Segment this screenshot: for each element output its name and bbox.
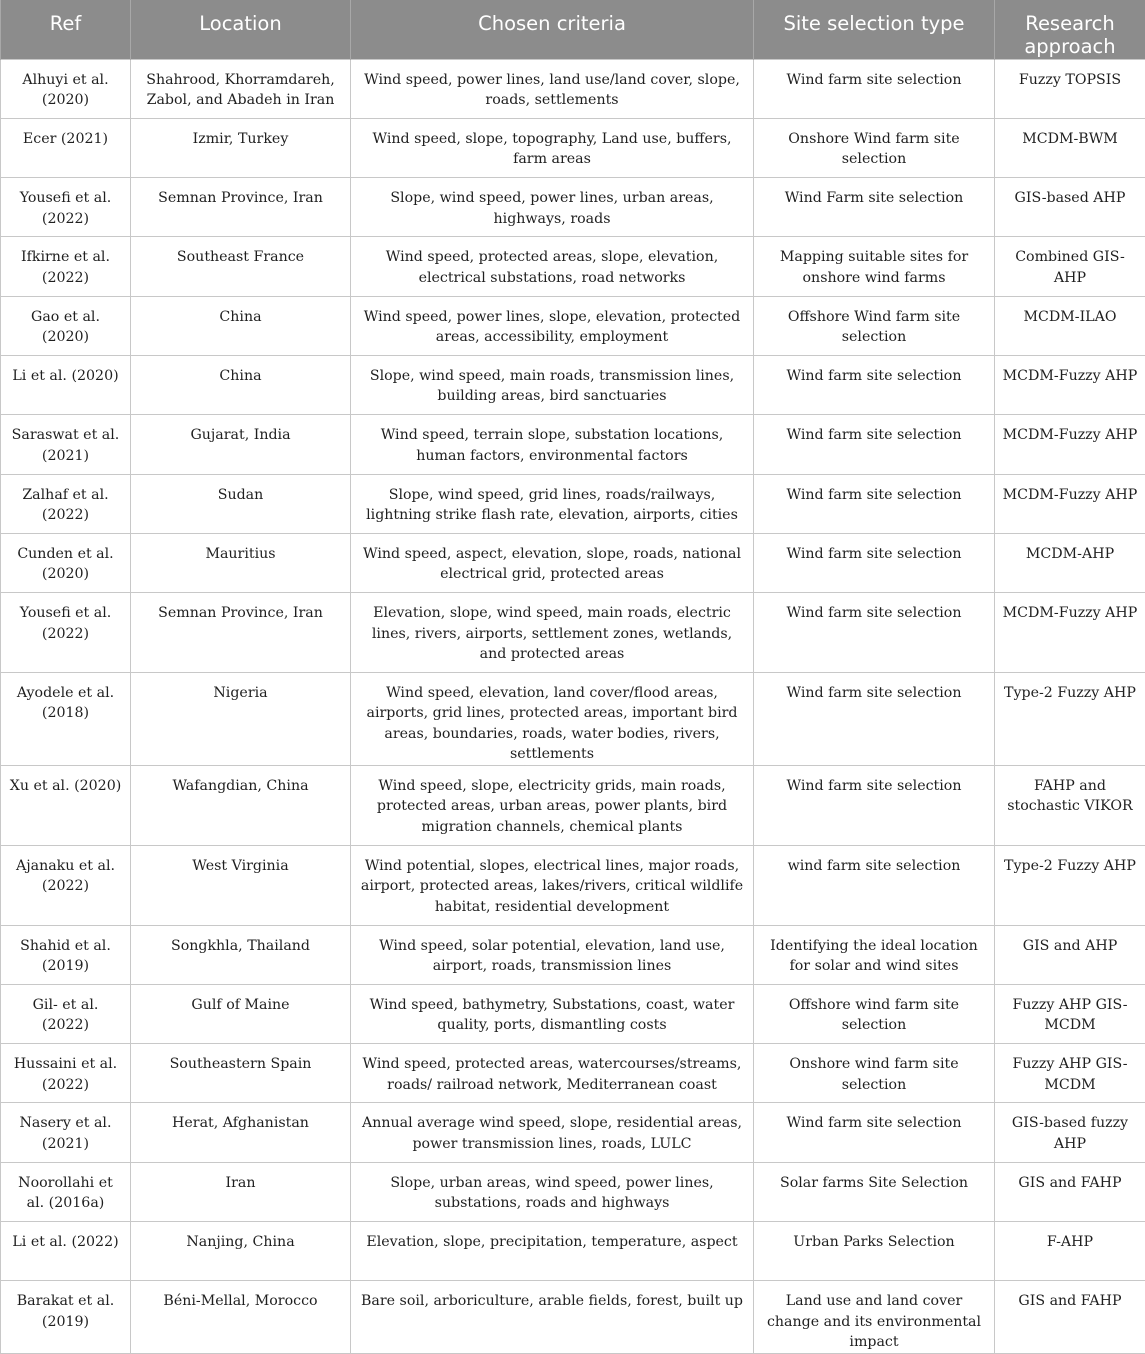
cell-research-approach: Fuzzy TOPSIS xyxy=(995,59,1145,118)
cell-research-approach: Fuzzy AHP GIS-MCDM xyxy=(995,1044,1145,1103)
header-research-approach: Research approach xyxy=(995,0,1145,59)
cell-ref: Shahid et al. (2019) xyxy=(1,925,131,984)
table-row xyxy=(1,59,1145,118)
cell-site-selection-type: Urban Parks Selection xyxy=(754,1222,995,1281)
cell-site-selection-type: Wind farm site selection xyxy=(754,474,995,533)
cell-criteria: Slope, wind speed, main roads, transmission lines, building areas, bird sanctuaries xyxy=(351,355,754,414)
header-site-selection-type: Site selection type xyxy=(754,0,995,59)
table-row xyxy=(1,415,1145,474)
cell-location: Herat, Afghanistan xyxy=(131,1103,351,1162)
cell-site-selection-type: Identifying the ideal location for solar and wind sites xyxy=(754,925,995,984)
table-row xyxy=(1,1281,1145,1354)
cell-site-selection-type: Offshore Wind farm site selection xyxy=(754,296,995,355)
cell-criteria: Wind speed, power lines, slope, elevation, protected areas, accessibility, employment xyxy=(351,296,754,355)
cell-ref: Alhuyi et al. (2020) xyxy=(1,59,131,118)
cell-research-approach: Type-2 Fuzzy AHP xyxy=(995,672,1145,765)
cell-site-selection-type: Wind farm site selection xyxy=(754,1103,995,1162)
cell-ref: Zalhaf et al. (2022) xyxy=(1,474,131,533)
cell-ref: Yousefi et al. (2022) xyxy=(1,593,131,673)
table-row xyxy=(1,1222,1145,1281)
table-row xyxy=(1,1103,1145,1162)
cell-research-approach: MCDM-Fuzzy AHP xyxy=(995,355,1145,414)
cell-site-selection-type: Onshore Wind farm site selection xyxy=(754,118,995,177)
table-row xyxy=(1,765,1145,845)
cell-ref: Barakat et al. (2019) xyxy=(1,1281,131,1354)
cell-ref: Ajanaku et al. (2022) xyxy=(1,845,131,925)
cell-research-approach: F-AHP xyxy=(995,1222,1145,1281)
table-row xyxy=(1,1044,1145,1103)
cell-criteria: Wind speed, slope, topography, Land use, buffers, farm areas xyxy=(351,118,754,177)
cell-ref: Li et al. (2020) xyxy=(1,355,131,414)
cell-location: Iran xyxy=(131,1162,351,1221)
cell-location: Béni-Mellal, Morocco xyxy=(131,1281,351,1354)
cell-research-approach: GIS-based fuzzy AHP xyxy=(995,1103,1145,1162)
cell-criteria: Slope, wind speed, power lines, urban areas, highways, roads xyxy=(351,178,754,237)
cell-research-approach: GIS and FAHP xyxy=(995,1281,1145,1354)
cell-site-selection-type: Wind farm site selection xyxy=(754,593,995,673)
cell-site-selection-type: Solar farms Site Selection xyxy=(754,1162,995,1221)
cell-criteria: Wind speed, solar potential, elevation, land use, airport, roads, transmission lines xyxy=(351,925,754,984)
cell-ref: Gao et al. (2020) xyxy=(1,296,131,355)
cell-site-selection-type: Mapping suitable sites for onshore wind farms xyxy=(754,237,995,296)
cell-site-selection-type: Wind farm site selection xyxy=(754,533,995,592)
table-row xyxy=(1,178,1145,237)
cell-research-approach: MCDM-Fuzzy AHP xyxy=(995,474,1145,533)
cell-criteria: Elevation, slope, precipitation, temperature, aspect xyxy=(351,1222,754,1281)
cell-ref: Nasery et al. (2021) xyxy=(1,1103,131,1162)
cell-research-approach: GIS and FAHP xyxy=(995,1162,1145,1221)
cell-site-selection-type: Wind farm site selection xyxy=(754,765,995,845)
table-row xyxy=(1,533,1145,592)
cell-location: Izmir, Turkey xyxy=(131,118,351,177)
cell-site-selection-type: wind farm site selection xyxy=(754,845,995,925)
cell-ref: Li et al. (2022) xyxy=(1,1222,131,1281)
cell-criteria: Wind speed, bathymetry, Substations, coast, water quality, ports, dismantling costs xyxy=(351,984,754,1043)
cell-research-approach: GIS and AHP xyxy=(995,925,1145,984)
table-body xyxy=(1,59,1145,1353)
cell-location: Southeast France xyxy=(131,237,351,296)
cell-criteria: Wind speed, protected areas, watercourses/streams, roads/ railroad network, Mediterranean coast xyxy=(351,1044,754,1103)
cell-criteria: Wind speed, aspect, elevation, slope, roads, national electrical grid, protected areas xyxy=(351,533,754,592)
cell-location: Sudan xyxy=(131,474,351,533)
table-row xyxy=(1,474,1145,533)
table-row xyxy=(1,984,1145,1043)
table-row xyxy=(1,925,1145,984)
cell-location: Songkhla, Thailand xyxy=(131,925,351,984)
cell-criteria: Annual average wind speed, slope, residential areas, power transmission lines, roads, LULC xyxy=(351,1103,754,1162)
cell-criteria: Elevation, slope, wind speed, main roads, electric lines, rivers, airports, settlement zones, wetlands, and protected areas xyxy=(351,593,754,673)
cell-ref: Ecer (2021) xyxy=(1,118,131,177)
table-row xyxy=(1,296,1145,355)
cell-location: Nanjing, China xyxy=(131,1222,351,1281)
cell-site-selection-type: Wind farm site selection xyxy=(754,355,995,414)
table-header-row xyxy=(1,0,1145,59)
cell-research-approach: MCDM-AHP xyxy=(995,533,1145,592)
cell-criteria: Wind potential, slopes, electrical lines, major roads, airport, protected areas, lakes/rivers, critical wildlife habitat, residential development xyxy=(351,845,754,925)
cell-ref: Cunden et al. (2020) xyxy=(1,533,131,592)
table-row xyxy=(1,672,1145,765)
cell-location: Semnan Province, Iran xyxy=(131,593,351,673)
cell-research-approach: MCDM-Fuzzy AHP xyxy=(995,593,1145,673)
cell-ref: Hussaini et al. (2022) xyxy=(1,1044,131,1103)
cell-criteria: Wind speed, power lines, land use/land cover, slope, roads, settlements xyxy=(351,59,754,118)
cell-criteria: Slope, wind speed, grid lines, roads/railways, lightning strike flash rate, elevation, airports, cities xyxy=(351,474,754,533)
cell-ref: Gil- et al. (2022) xyxy=(1,984,131,1043)
cell-site-selection-type: Wind Farm site selection xyxy=(754,178,995,237)
cell-site-selection-type: Wind farm site selection xyxy=(754,672,995,765)
cell-criteria: Wind speed, protected areas, slope, elevation, electrical substations, road networks xyxy=(351,237,754,296)
cell-location: Southeastern Spain xyxy=(131,1044,351,1103)
cell-research-approach: FAHP and stochastic VIKOR xyxy=(995,765,1145,845)
table-row xyxy=(1,845,1145,925)
cell-ref: Yousefi et al. (2022) xyxy=(1,178,131,237)
cell-criteria: Wind speed, terrain slope, substation locations, human factors, environmental factors xyxy=(351,415,754,474)
cell-site-selection-type: Wind farm site selection xyxy=(754,59,995,118)
header-ref: Ref xyxy=(1,0,131,59)
cell-location: Mauritius xyxy=(131,533,351,592)
cell-ref: Noorollahi et al. (2016a) xyxy=(1,1162,131,1221)
cell-location: China xyxy=(131,296,351,355)
cell-criteria: Wind speed, slope, electricity grids, main roads, protected areas, urban areas, power plants, bird migration channels, chemical plants xyxy=(351,765,754,845)
cell-location: China xyxy=(131,355,351,414)
cell-site-selection-type: Offshore wind farm site selection xyxy=(754,984,995,1043)
cell-research-approach: Type-2 Fuzzy AHP xyxy=(995,845,1145,925)
cell-location: Gujarat, India xyxy=(131,415,351,474)
cell-location: Semnan Province, Iran xyxy=(131,178,351,237)
cell-ref: Xu et al. (2020) xyxy=(1,765,131,845)
cell-location: Wafangdian, China xyxy=(131,765,351,845)
table-row xyxy=(1,118,1145,177)
cell-research-approach: MCDM-ILAO xyxy=(995,296,1145,355)
cell-location: West Virginia xyxy=(131,845,351,925)
cell-research-approach: Combined GIS-AHP xyxy=(995,237,1145,296)
table-row xyxy=(1,593,1145,673)
cell-criteria: Wind speed, elevation, land cover/flood areas, airports, grid lines, protected areas, important bird areas, boundaries, roads, water bodies, rivers, settlements xyxy=(351,672,754,765)
cell-research-approach: MCDM-BWM xyxy=(995,118,1145,177)
cell-criteria: Bare soil, arboriculture, arable fields, forest, built up xyxy=(351,1281,754,1354)
cell-ref: Saraswat et al. (2021) xyxy=(1,415,131,474)
cell-research-approach: GIS-based AHP xyxy=(995,178,1145,237)
cell-location: Shahrood, Khorramdareh, Zabol, and Abadeh in Iran xyxy=(131,59,351,118)
cell-location: Nigeria xyxy=(131,672,351,765)
table-row xyxy=(1,1162,1145,1221)
cell-location: Gulf of Maine xyxy=(131,984,351,1043)
cell-ref: Ifkirne et al. (2022) xyxy=(1,237,131,296)
cell-research-approach: Fuzzy AHP GIS-MCDM xyxy=(995,984,1145,1043)
table-row xyxy=(1,355,1145,414)
cell-criteria: Slope, urban areas, wind speed, power lines, substations, roads and highways xyxy=(351,1162,754,1221)
cell-site-selection-type: Land use and land cover change and its environmental impact xyxy=(754,1281,995,1354)
table-row xyxy=(1,237,1145,296)
cell-ref: Ayodele et al. (2018) xyxy=(1,672,131,765)
header-criteria: Chosen criteria xyxy=(351,0,754,59)
header-location: Location xyxy=(131,0,351,59)
cell-research-approach: MCDM-Fuzzy AHP xyxy=(995,415,1145,474)
cell-site-selection-type: Onshore wind farm site selection xyxy=(754,1044,995,1103)
cell-site-selection-type: Wind farm site selection xyxy=(754,415,995,474)
